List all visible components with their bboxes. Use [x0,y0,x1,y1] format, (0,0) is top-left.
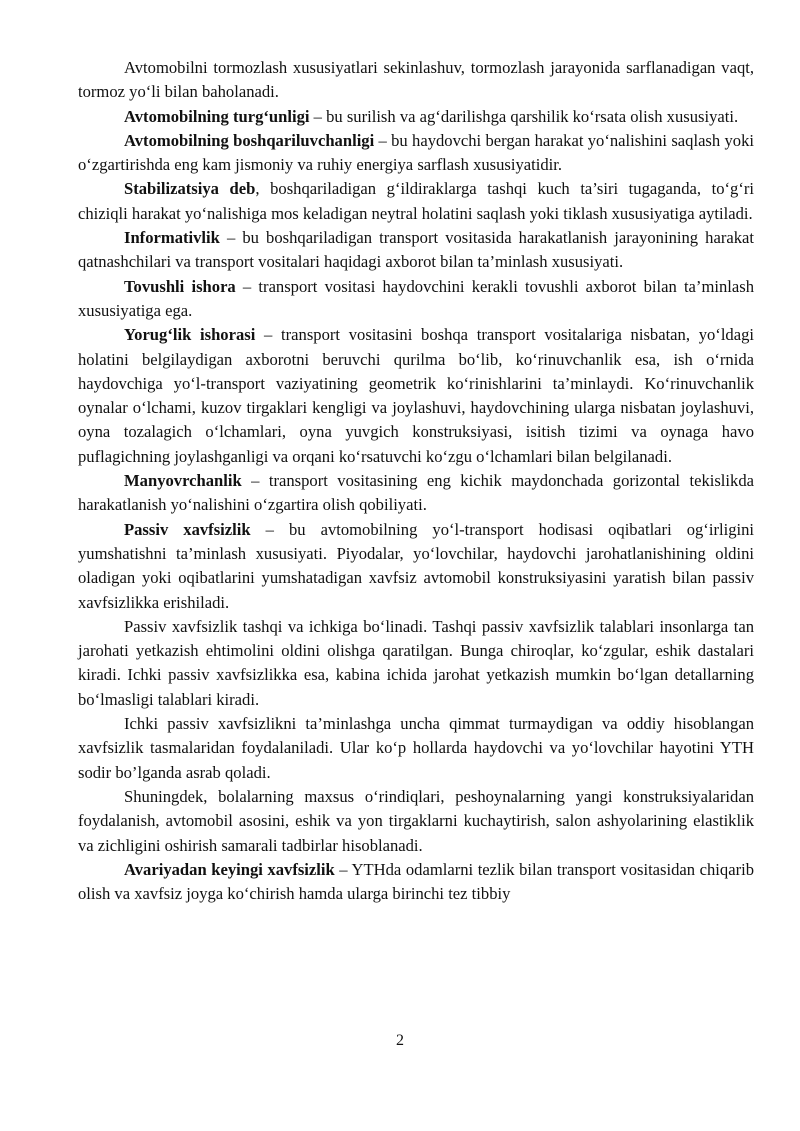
term: Informativlik [124,228,220,248]
paragraph-text: – YTHda odamlarni tezlik bilan transport vositasidan chiqarib olish va xavfsiz joyga ko‘chirish hamda ularga birinchi tez tibbiy [78,859,754,904]
paragraph [78,226,754,275]
paragraph [78,105,754,129]
paragraph [78,785,754,858]
term: Avariyadan keyingi xavfsizlik [124,859,335,879]
paragraph [78,177,754,226]
paragraph-text: – transport vositasining eng kichik maydonchada gorizontal tekislikda harakatlanish yo‘nalishini o‘zgartira olish qobiliyati. [78,471,754,515]
term: Avtomobilning turg‘unligi [124,106,310,126]
term: Passiv xavfsizlik [124,519,251,539]
document-body [78,56,754,906]
paragraph-text: – transport vositasini boshqa transport vositalariga nisbatan, yo‘ldagi holatini belgilaydigan axborotni beruvchi qurilma bo‘lib, ko‘rinuvchanlik esa, ish o‘rnida haydovchiga yo‘l-transport vaziyatining geometrik ko‘rinishlarini ta’minlaydi. Ko‘rinuvchanlik oynalar o‘lchami, kuzov tirgaklari kengligi va joylashuvi, haydovchining ularga nisbatan joylashuvi, oyna tozalagich o‘lchamlari, oyna yuvgich konstruksiyasi, isitish tizimi va oynaga havo puflagichning joylashganligi va orqani ko‘rsatuvchi ko‘zgu o‘lchamlari bilan belgilanadi. [78,325,754,466]
paragraph [78,323,754,469]
paragraph-text: – bu surilish va ag‘darilishga qarshilik ko‘rsata olish xususiyati. [309,106,739,126]
paragraph-text: Avtomobilni tormozlash xususiyatlari sekinlashuv, tormozlash jarayonida sarflanadigan vaqt, tormoz yo‘li bilan baholanadi. [78,58,754,102]
paragraph [78,56,754,105]
paragraph [78,275,754,324]
term: Avtomobilning boshqariluvchanligi [124,130,375,150]
paragraph [78,518,754,615]
paragraph-text: , boshqariladigan g‘ildiraklarga tashqi kuch ta’siri tugaganda, to‘g‘ri chiziqli harakat yo‘nalishiga mos keladigan neytral holatini saqlash yoki tiklash xususiyatiga aytiladi. [78,179,754,223]
paragraph [78,129,754,178]
paragraph-text: – transport vositasi haydovchini kerakli tovushli axborot bilan ta’minlash xususiyatiga ega. [78,276,754,320]
paragraph [78,615,754,712]
paragraph [78,469,754,518]
term: Manyovrchanlik [124,471,242,491]
term: Stabilizatsiya deb [124,179,256,199]
paragraph-text: – bu avtomobilning yo‘l-transport hodisasi oqibatlari og‘irligini yumshatishni ta’minlash xususiyati. Piyodalar, yo‘lovchilar, haydovchi jarohatlanishining oldini oladigan yoki oqibatlarini yumshatadigan xavfsiz avtomobil konstruksiyasini yaratish bilan passiv xavfsizlikka erishiladi. [78,519,755,612]
term: Tovushli ishora [124,276,236,296]
paragraph [78,858,754,907]
term: Yorug‘lik ishorasi [124,325,256,345]
paragraph-text: – bu boshqariladigan transport vositasida harakatlanish jarayonining harakat qatnashchilari va transport vositalari haqidagi axborot bilan ta’minlash xususiyati. [78,228,754,272]
paragraph-text: Ichki passiv xavfsizlikni ta’minlashga uncha qimmat turmaydigan va oddiy hisoblangan xavfsizlik tasmalaridan foydalaniladi. Ular ko‘p hollarda haydovchi va yo‘lovchilar hayotini YTH sodir bo’lganda asrab qoladi. [78,714,754,782]
paragraph-text: – bu haydovchi bergan harakat yo‘nalishini saqlash yoki o‘zgartirishda eng kam jismoniy va ruhiy energiya sarflash xususiyatidir. [78,130,754,175]
paragraph-text: Passiv xavfsizlik tashqi va ichkiga bo‘linadi. Tashqi passiv xavfsizlik talablari insonlarga tan jarohati yetkazish ehtimolini oldini olishga qaratilgan. Bunga chiroqlar, ko‘zgular, eshik dastalari kiradi. Ichki passiv xavfsizlikka esa, kabina ichida jarohat yetkazish mumkin bo‘lgan detallarning bo‘lmasligi talablari kiradi. [78,616,754,709]
page-number: 2 [396,1032,404,1049]
paragraph [78,712,754,785]
paragraph-text: Shuningdek, bolalarning maxsus o‘rindiqlari, peshoynalarning yangi konstruksiyalaridan foydalanish, avtomobil asosini, eshik va yon tirgaklarni kuchaytirish, salon ashyolarining elastiklik va zichligini oshirish samarali tadbirlar hisoblanadi. [78,786,754,855]
